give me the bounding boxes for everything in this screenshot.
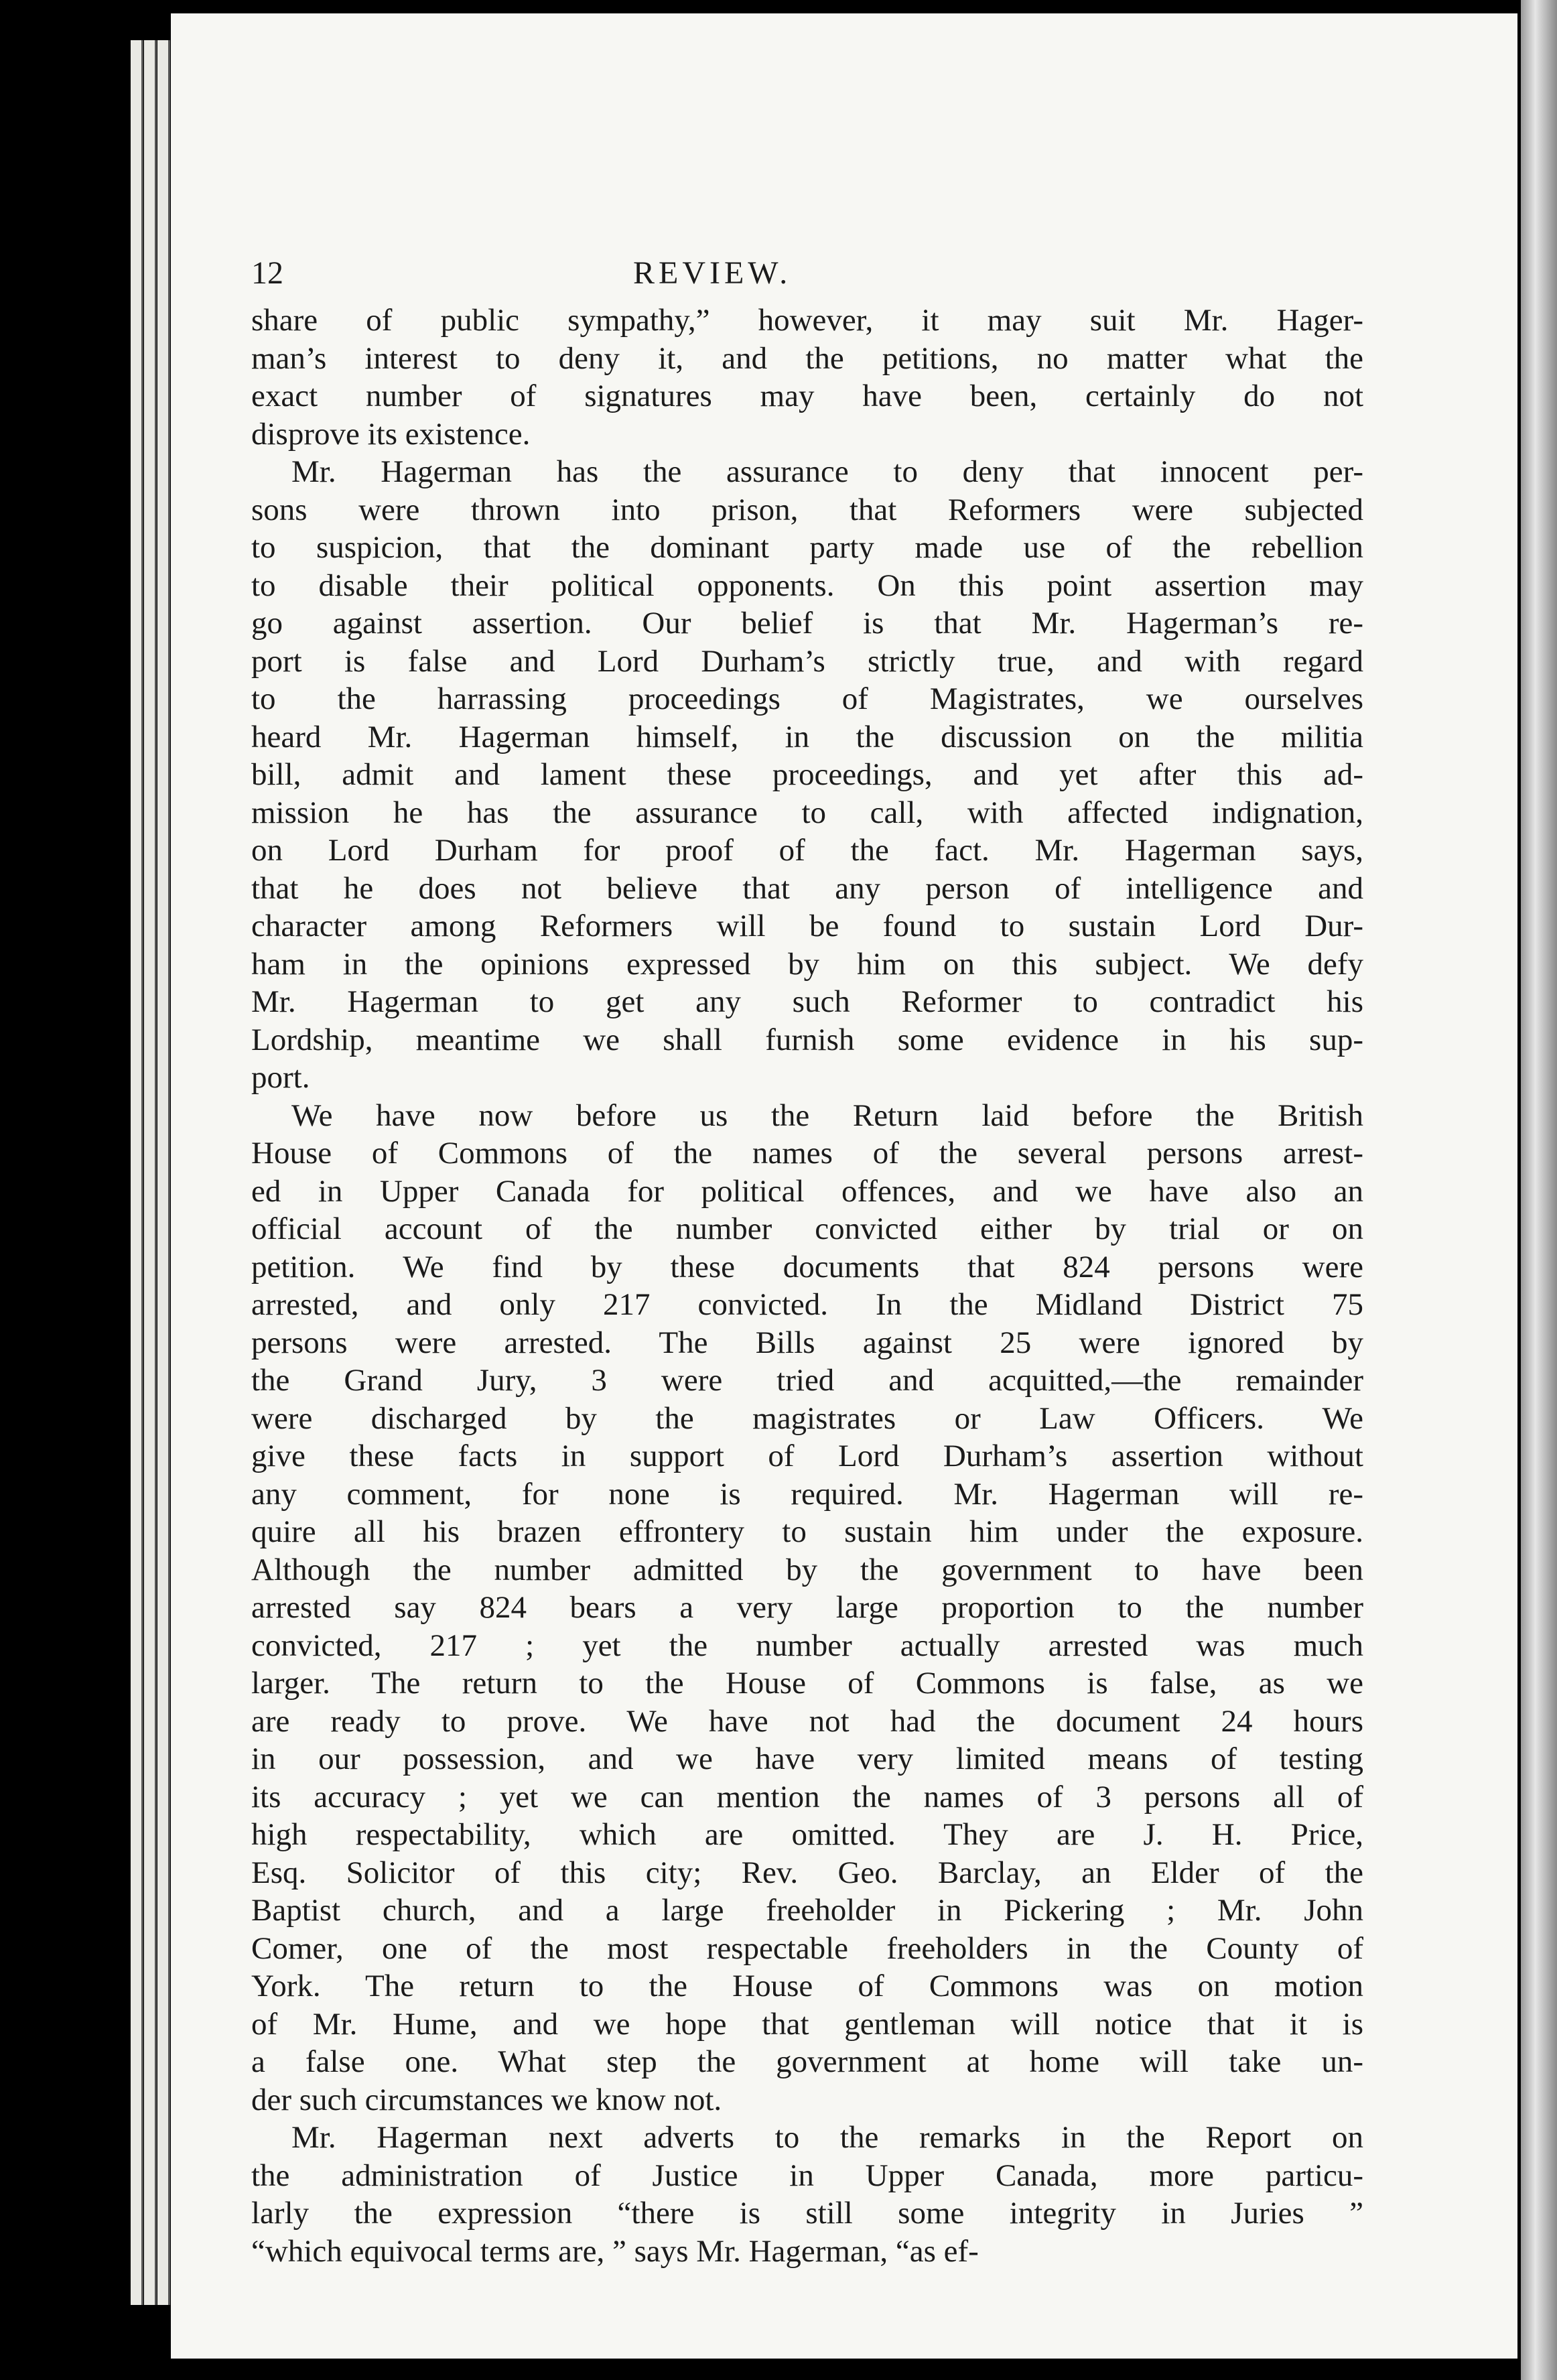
text-line: quire all his brazen effrontery to sustain him under the exposure. — [251, 1514, 1363, 1549]
text-line: a false one. What step the government at home will take un- — [251, 2044, 1363, 2079]
paragraph — [251, 302, 1363, 453]
text-line: arrested, and only 217 convicted. In the Midland District 75 — [251, 1287, 1363, 1322]
text-line: Baptist church, and a large freeholder in Pickering ; Mr. John — [251, 1893, 1363, 1928]
text-line: man’s interest to deny it, and the petitions, no matter what the — [251, 340, 1363, 376]
text-line: Lordship, meantime we shall furnish some evidence in his sup- — [251, 1022, 1363, 1057]
scan-edge — [1521, 0, 1557, 2380]
text-line: go against assertion. Our belief is that Mr. Hagerman’s re- — [251, 606, 1363, 641]
text-line: convicted, 217 ; yet the number actually arrested was much — [251, 1628, 1363, 1663]
text-line: Mr. Hagerman has the assurance to deny that innocent per- — [291, 454, 1363, 489]
text-line: petition. We find by these documents that 824 persons were — [251, 1249, 1363, 1284]
text-line: larger. The return to the House of Commons is false, as we — [251, 1666, 1363, 1701]
text-line: sons were thrown into prison, that Reformers were subjected — [251, 492, 1363, 527]
text-line: mission he has the assurance to call, with affected indignation, — [251, 795, 1363, 830]
text-line: are ready to prove. We have not had the document 24 hours — [251, 1703, 1363, 1739]
text-line: exact number of signatures may have been, certainly do not — [251, 379, 1363, 413]
text-line: Mr. Hagerman next adverts to the remarks in the Report on — [291, 2120, 1363, 2155]
text-line: persons were arrested. The Bills against 25 were ignored by — [251, 1325, 1363, 1360]
text-line: Although the number admitted by the government to have been — [251, 1552, 1363, 1587]
text-line: Esq. Solicitor of this city; Rev. Geo. Barclay, an Elder of the — [251, 1855, 1363, 1890]
text-line: give these facts in support of Lord Durham’s assertion without — [251, 1439, 1363, 1473]
text-line: were discharged by the magistrates or Law Officers. We — [251, 1400, 1363, 1436]
text-line: bill, admit and lament these proceedings, and yet after this ad- — [251, 757, 1363, 792]
page-stack-edge — [144, 40, 157, 2305]
text-line: Comer, one of the most respectable freeholders in the County of — [251, 1930, 1363, 1966]
text-line: its accuracy ; yet we can mention the names of 3 persons all of — [251, 1779, 1363, 1814]
text-line: House of Commons of the names of the several persons arrest- — [251, 1136, 1363, 1171]
body-text — [251, 302, 1363, 2270]
text-line: ham in the opinions expressed by him on this subject. We defy — [251, 946, 1363, 982]
page-stack-edge — [131, 40, 143, 2305]
text-line: to suspicion, that the dominant party made use of the rebellion — [251, 530, 1363, 565]
text-line: to the harrassing proceedings of Magistrates, we ourselves — [251, 681, 1363, 716]
page-number: 12 — [251, 255, 283, 291]
text-line: the administration of Justice in Upper Canada, more particu- — [251, 2158, 1363, 2193]
text-line: der such circumstances we know not. — [251, 2082, 722, 2117]
text-line: “which equivocal terms are, ” says Mr. Hagerman, “as ef- — [251, 2233, 979, 2269]
text-line: Mr. Hagerman to get any such Reformer to contradict his — [251, 984, 1363, 1019]
text-line: arrested say 824 bears a very large proportion to the number — [251, 1590, 1363, 1625]
text-line: that he does not believe that any person of intelligence and — [251, 870, 1363, 906]
paragraph — [251, 1097, 1363, 2119]
text-line: to disable their political opponents. On this point assertion may — [251, 568, 1363, 603]
page-stack-edge — [157, 40, 170, 2305]
text-line: the Grand Jury, 3 were tried and acquitted,—the remainder — [251, 1363, 1363, 1398]
text-block — [251, 255, 1363, 2270]
text-line: character among Reformers will be found to sustain Lord Dur- — [251, 909, 1363, 943]
text-line: high respectability, which are omitted. They are J. H. Price, — [251, 1817, 1363, 1852]
text-line: share of public sympathy,” however, it may suit Mr. Hager- — [251, 303, 1363, 338]
text-line: heard Mr. Hagerman himself, in the discussion on the militia — [251, 719, 1363, 754]
text-line: We have now before us the Return laid before the British — [291, 1098, 1363, 1133]
text-line: port is false and Lord Durham’s strictly true, and with regard — [251, 643, 1363, 679]
paragraph — [251, 453, 1363, 1097]
text-line: port. — [251, 1060, 310, 1095]
text-line: any comment, for none is required. Mr. Hagerman will re- — [251, 1476, 1363, 1512]
text-line: in our possession, and we have very limited means of testing — [251, 1741, 1363, 1776]
running-title: REVIEW. — [633, 255, 792, 291]
text-line: larly the expression “there is still some integrity in Juries ” — [251, 2196, 1363, 2231]
text-line: York. The return to the House of Commons was on motion — [251, 1969, 1363, 2003]
text-line: of Mr. Hume, and we hope that gentleman will notice that it is — [251, 2006, 1363, 2042]
text-line: ed in Upper Canada for political offences, and we have also an — [251, 1173, 1363, 1209]
text-line: official account of the number convicted either by trial or on — [251, 1211, 1363, 1246]
paragraph — [251, 2119, 1363, 2270]
text-line: on Lord Durham for proof of the fact. Mr. Hagerman says, — [251, 833, 1363, 868]
text-line: disprove its existence. — [251, 416, 531, 452]
running-head — [251, 255, 1363, 299]
